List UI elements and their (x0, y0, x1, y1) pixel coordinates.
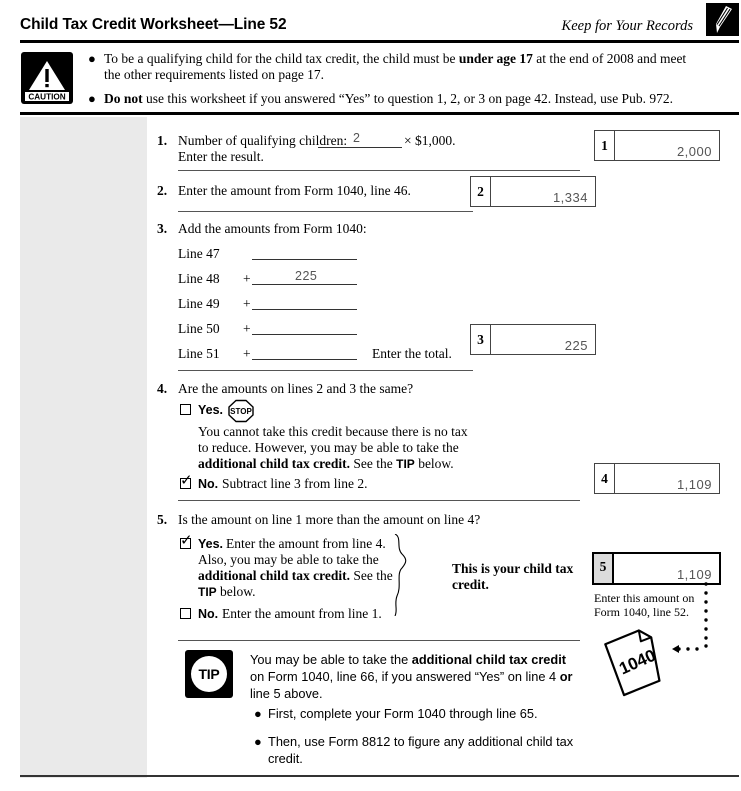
line-5-box-label: 5 (594, 554, 614, 583)
tip-bullet-1: ● First, complete your Form 1040 through line 65. (254, 706, 538, 721)
line-5-number: 5. (157, 512, 168, 527)
line-1-number: 1. (157, 133, 168, 148)
line-2-number: 2. (157, 183, 168, 198)
line-3-separator (178, 370, 473, 371)
line-4-yes-body-3: additional child tax credit. See the TIP below. (198, 456, 454, 471)
line-3-row-4-plus: + (243, 346, 251, 361)
line-5-box-value: 1,109 (676, 567, 712, 582)
line-3-row-1-value: 225 (295, 269, 318, 283)
line-3-row-1-label: Line 48 (178, 271, 220, 286)
caution-bullet-1-text: To be a qualifying child for the child tax credit, the child must be under age 17 at the end of 2008 and meet the other requirements listed on page 17. (104, 51, 687, 82)
line-4-number: 4. (157, 381, 168, 396)
line-1-separator (178, 170, 580, 171)
line-3-row-3-label: Line 50 (178, 321, 220, 336)
line-3-total-text: Enter the total. (372, 346, 452, 361)
stop-sign-label: STOP (230, 407, 252, 416)
line-4-yes-body-2: to reduce. However, you may be able to take the (198, 440, 459, 455)
tip-icon-label: TIP (198, 666, 220, 682)
bullet-dot-icon: ● (254, 706, 262, 721)
line-3-row-2-plus: + (243, 296, 251, 311)
line-1-answer-box[interactable] (594, 130, 720, 161)
line-5-yes-text-1: Enter the amount from line 4. (226, 536, 386, 551)
page-bottom-rule (20, 775, 739, 777)
line-4-yes-body-1: You cannot take this credit because there is no tax (198, 424, 468, 439)
line-3-box-label: 3 (471, 325, 491, 354)
line-5-yes-text-3: additional child tax credit. See the (198, 568, 393, 583)
page-title: Child Tax Credit Worksheet—Line 52 (20, 16, 287, 33)
line-5-yes-text-2: Also, you may be able to take the (198, 552, 379, 567)
line-1-children-fill[interactable] (318, 147, 402, 148)
line-3-row-0-fill[interactable] (252, 259, 357, 260)
tip-bullet-2: ● Then, use Form 8812 to figure any additional child tax credit. (254, 734, 574, 766)
line-5-no-text: Enter the amount from line 1. (222, 606, 382, 621)
line-2-text: Enter the amount from Form 1040, line 46. (178, 183, 411, 198)
line-3-row-3-fill[interactable] (252, 334, 357, 335)
line-3-number: 3. (157, 221, 168, 236)
line-3-row-4-label: Line 51 (178, 346, 220, 361)
line-3-row-2-fill[interactable] (252, 309, 357, 310)
line-4-answer-box[interactable] (594, 463, 720, 494)
line-4-question: Are the amounts on lines 2 and 3 the same? (178, 381, 414, 396)
bullet-dot-icon: ● (254, 734, 262, 749)
line-5-yes-label: Yes. (198, 537, 224, 551)
line-4-box-value: 1,109 (676, 477, 712, 492)
form-1040-label: 1040 (616, 645, 659, 679)
line-3-row-1-fill[interactable] (252, 284, 357, 285)
line-3-box-value: 225 (564, 338, 588, 353)
bullet-dot-icon: ● (88, 51, 96, 66)
line-3-row-1-plus: + (243, 271, 251, 286)
stop-sign-icon (228, 399, 254, 423)
line-5-callout-1: This is your child tax (452, 561, 574, 576)
form-1040-document-icon (600, 628, 680, 700)
line-5-yes-checkmark: ✓ (180, 532, 193, 549)
line-5-yes-checkbox[interactable] (180, 532, 193, 549)
line-1-text-b: × $1,000. (404, 133, 456, 148)
line-3-row-2-label: Line 49 (178, 296, 220, 311)
line-5-question: Is the amount on line 1 more than the amount on line 4? (178, 512, 481, 527)
line-3-row-4-fill[interactable] (252, 359, 357, 360)
line-5-under-box-2: Form 1040, line 52. (594, 605, 689, 619)
line-2-separator (178, 211, 473, 212)
line-5-brace (393, 534, 409, 616)
line-2-answer-box[interactable] (470, 176, 596, 207)
line-4-no-label: No. (198, 477, 219, 491)
line-4-yes-label: Yes. (198, 403, 224, 417)
tip-icon (185, 650, 233, 698)
line-1-text-c: Enter the result. (178, 149, 264, 164)
line-5-separator (178, 640, 580, 641)
line-5-callout-2: credit. (452, 577, 489, 592)
line-3-answer-box[interactable] (470, 324, 596, 355)
line-3-row-0-label: Line 47 (178, 246, 220, 261)
line-4-yes-checkbox[interactable] (180, 404, 191, 415)
line-2-box-value: 1,334 (552, 190, 588, 205)
line-1-text-a: Number of qualifying children: (178, 133, 348, 148)
line-4-no-text: Subtract line 3 from line 2. (222, 476, 368, 491)
line-3-row-3-plus: + (243, 321, 251, 336)
line-4-no-checkbox[interactable] (180, 472, 193, 489)
line-4-no-checkmark: ✓ (180, 472, 193, 489)
line-2-box-label: 2 (471, 177, 491, 206)
line-5-no-label: No. (198, 607, 219, 621)
keep-for-records-note: Keep for Your Records (561, 18, 693, 34)
line-1-box-label: 1 (595, 131, 615, 160)
bullet-dot-icon: ● (88, 91, 96, 106)
line-5-yes-text-4: TIP below. (198, 584, 256, 599)
line-4-separator (178, 500, 580, 501)
line-4-box-label: 4 (595, 464, 615, 493)
line-5-no-checkbox[interactable] (180, 608, 191, 619)
caution-icon-label: CAUTION (28, 92, 66, 102)
tip-paragraph: You may be able to take the additional child tax credit on Form 1040, line 66, if you answered “Yes” on line 4 or line 5 above. (250, 652, 573, 701)
caution-bullet-2-text: Do not use this worksheet if you answered “Yes” to question 1, 2, or 3 on page 42. Instead, use Pub. 972. (104, 91, 673, 106)
line-5-under-box-1: Enter this amount on (594, 591, 695, 605)
line-3-text: Add the amounts from Form 1040: (178, 221, 367, 236)
line-1-box-value: 2,000 (676, 144, 712, 159)
line-1-children-value: 2 (353, 131, 361, 145)
